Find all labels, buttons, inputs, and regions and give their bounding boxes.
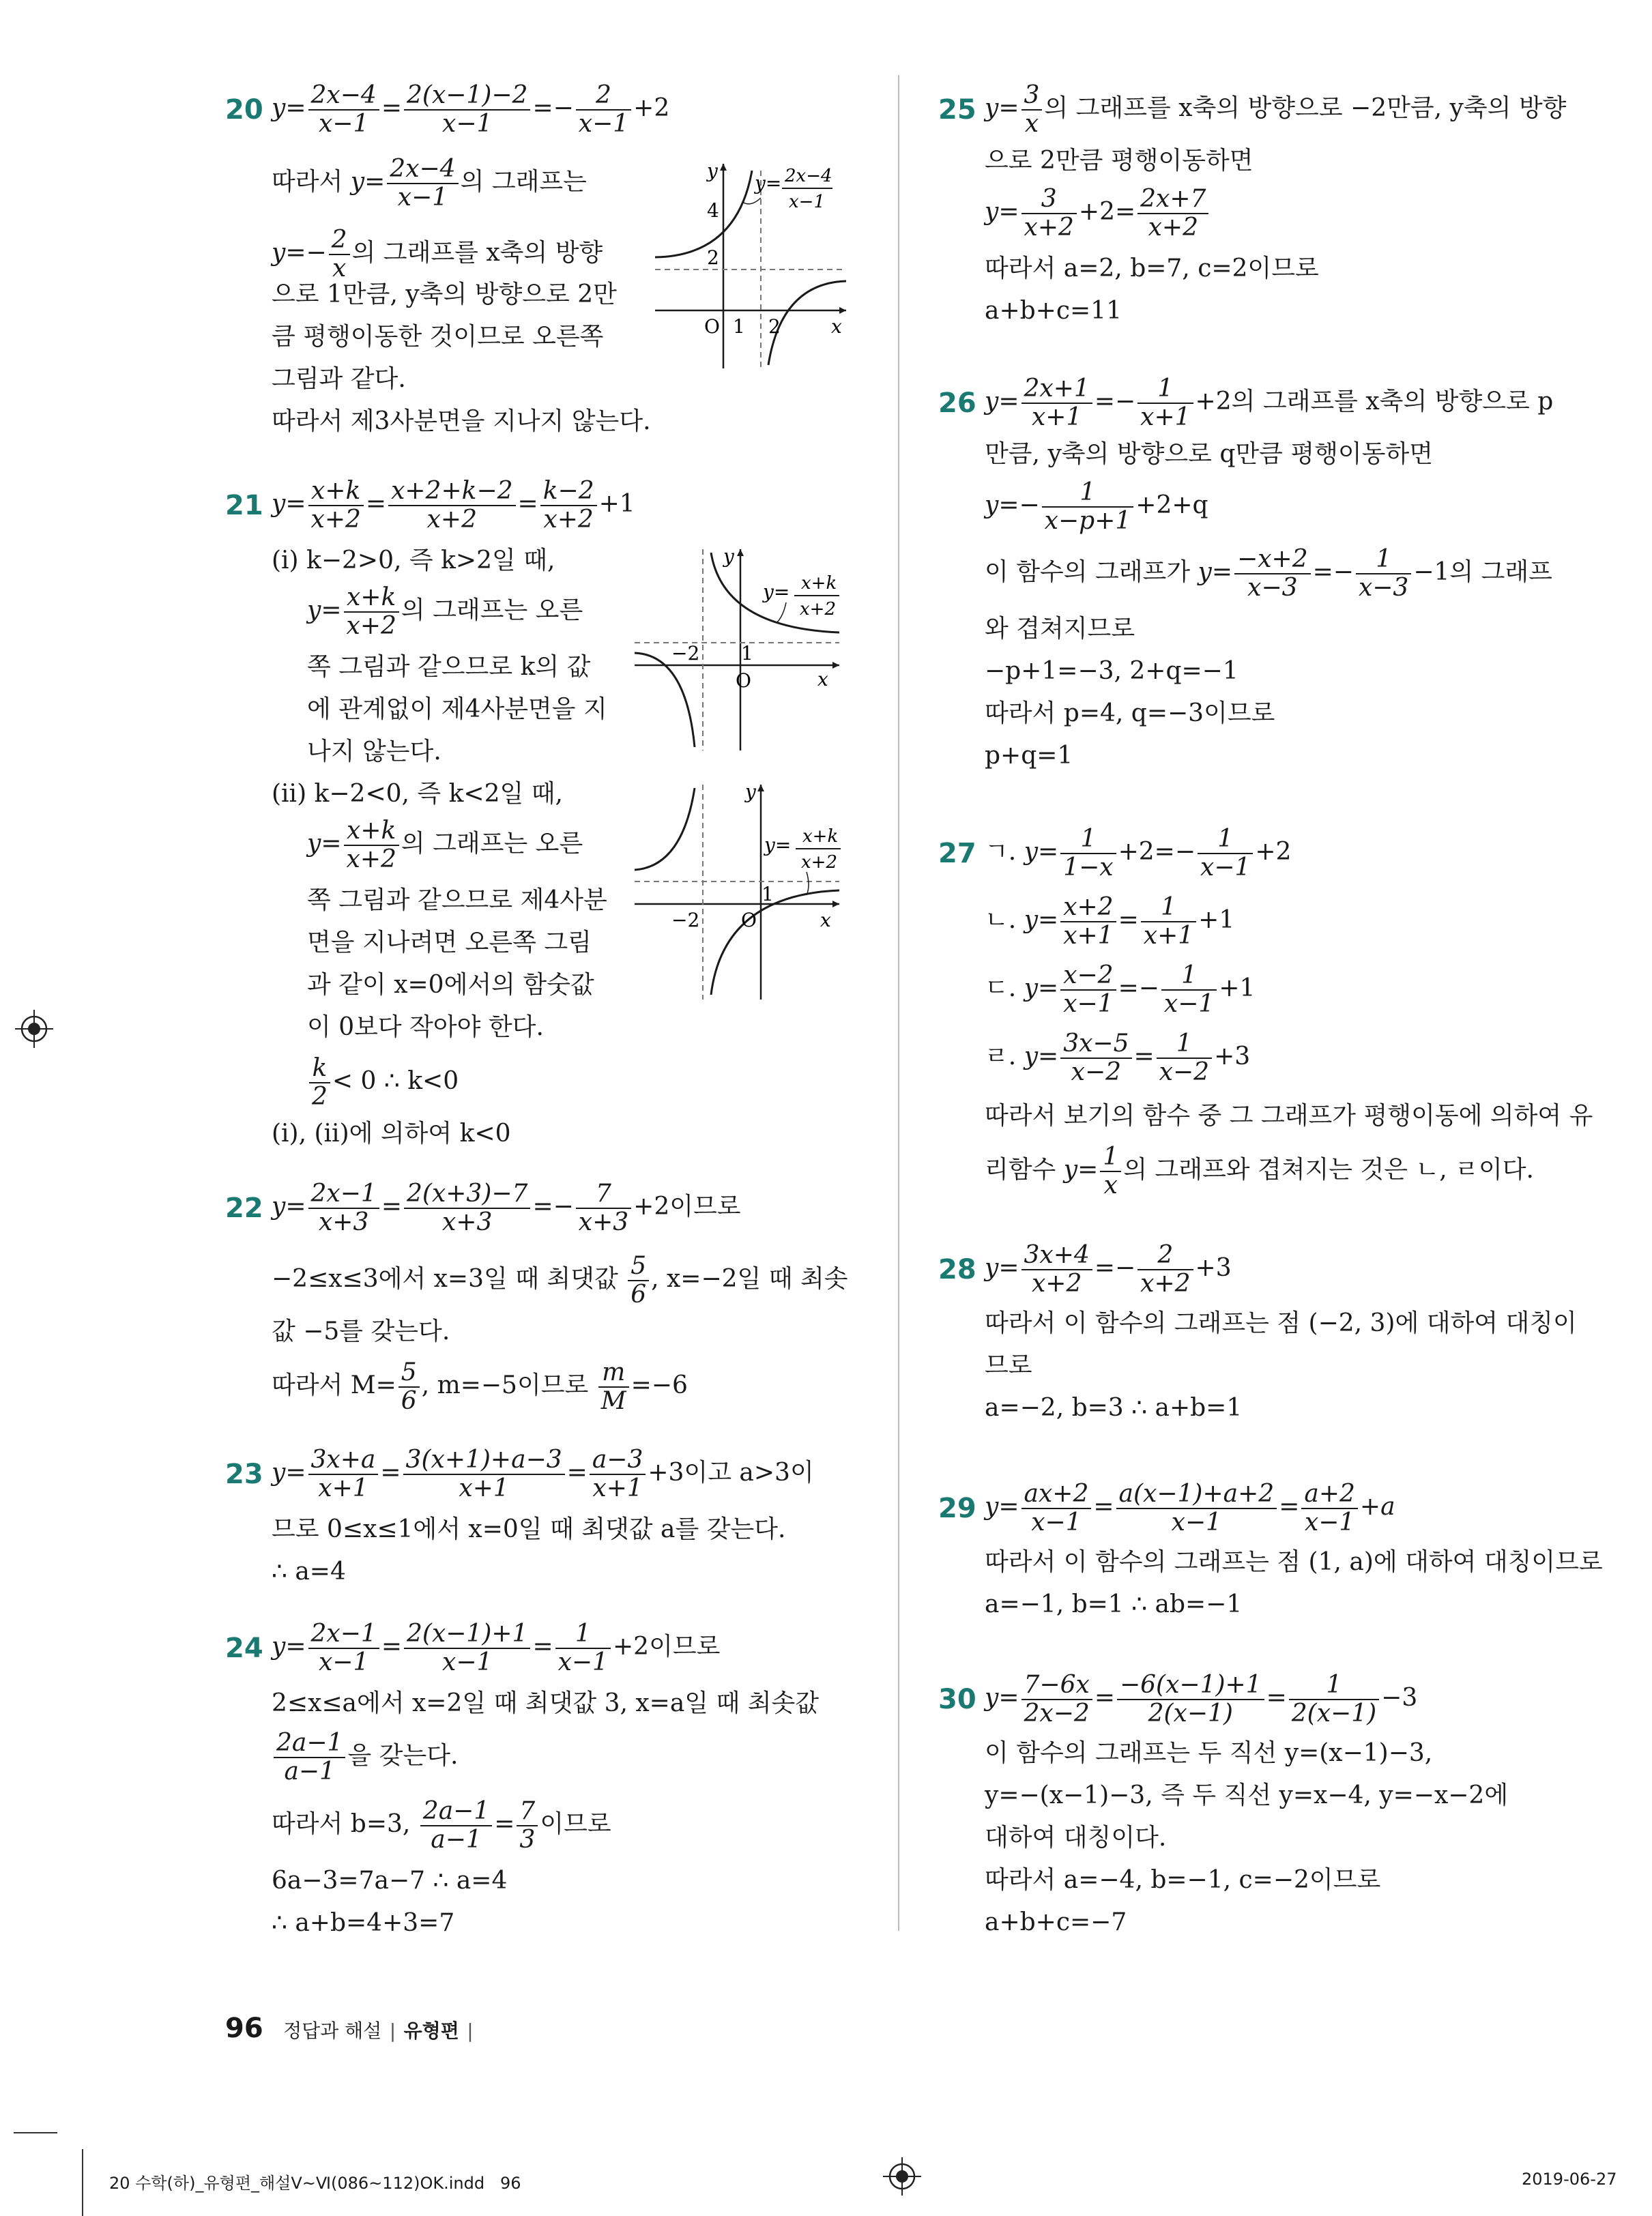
registration-mark-icon [882,2156,923,2197]
text-line: 따라서 a=−4, b=−1, c=−2이므로 [985,1866,1381,1894]
text-line: 그림과 같다. [272,365,406,393]
curve-label: x+k [801,573,837,594]
problem-number: 22 [225,1193,263,1224]
graph-20 [648,157,853,375]
equation-line: y= $\frac{2x-1}{x+3}$ = $\frac{2(x+3)-7}{x+3}$ =− $\frac{7}{x+3}$ +2이므로 [272,1180,741,1236]
text-line: 므로 [985,1352,1032,1380]
equation-line: y= $\frac{ax+2}{x-1}$ = $\frac{a(x-1)+a+2}{x-1}$ = $\frac{a+2}{x-1}$ +a [985,1480,1395,1536]
text: 의 그래프는 [460,168,587,196]
text: 따라서 M= [272,1371,396,1399]
curve-label: y= [764,834,792,856]
text-line: p+q=1 [985,742,1073,770]
text-line: 따라서 이 함수의 그래프는 점 (1, a)에 대하여 대칭이므로 [985,1548,1603,1576]
text-line: −p+1=−3, 2+q=−1 [985,657,1238,685]
text-line: 으로 2만큼 평행이동하면 [985,147,1254,175]
axis-label: x [820,909,831,931]
text-line: y= $\frac{x+k}{x+2}$ 의 그래프는 오른 [307,583,583,640]
problem-number: 20 [225,94,263,126]
equation-line: y= $\frac{3}{x+2}$ +2= $\frac{2x+7}{x+2}$ [985,186,1211,242]
equation-line: y= $\frac{7-6x}{2x-2}$ = $\frac{-6(x-1)+1}{2(x-1)}$ = $\frac{1}{2(x-1)}$ −3 [985,1671,1418,1727]
text: < 0 ∴ k<0 [332,1067,459,1095]
equation-line: y=− $\frac{1}{x-p+1}$ +2+q [985,478,1208,535]
text-line: 따라서 이 함수의 그래프는 점 (−2, 3)에 대하여 대칭이 [985,1309,1577,1337]
text-line: 에 관계없이 제4사분면을 지 [307,695,607,723]
option-label: ㄱ. [985,838,1017,866]
curve-right [711,890,839,995]
equation-line: y= $\frac{2x-1}{x-1}$ = $\frac{2(x-1)+1}{x-1}$ = $\frac{1}{x-1}$ +2이므로 [272,1620,721,1676]
curve-left [635,788,695,870]
curve-label: x+2 [801,852,837,873]
text-line: ∴ a=4 [272,1558,346,1586]
text-line: y= $\frac{x+k}{x+2}$ 의 그래프는 오른 [307,817,583,873]
text-line: (ⅰ), (ⅱ)에 의하여 k<0 [272,1120,511,1148]
text-line: 쪽 그림과 같으므로 k의 값 [307,653,591,681]
text: 이므로 [540,1810,611,1838]
problem-number: 29 [938,1493,976,1524]
curve-label: x+k [802,826,839,847]
problem-number: 26 [938,388,976,419]
graph-21-case1 [628,542,846,754]
origin-label: O [704,315,720,338]
case-line: (ⅱ) k−2<0, 즉 k<2일 때, [272,780,563,808]
text: −1의 그래프 [1413,558,1552,586]
text: , x=−2일 때 최솟 [651,1265,848,1293]
text-line: 따라서 y= $\frac{2x-4}{x-1}$ 의 그래프는 [272,155,587,212]
text-line: a+b+c=11 [985,297,1122,325]
curve-label: x+2 [800,599,836,619]
text-line: $\frac{k}{2}$ < 0 ∴ k<0 [307,1055,459,1111]
text-line: 2≤x≤a에서 x=2일 때 최댓값 3, x=a일 때 최솟값 [272,1689,820,1717]
page-footer: 96 정답과 해설 | 유형편 | [225,2013,474,2044]
problem-number: 23 [225,1459,263,1490]
text: 의 그래프를 x축의 방향 [351,239,603,267]
axis-label: y [745,781,756,803]
tick-label: 1 [733,315,745,338]
text-line: 따라서 M= $\frac{5}{6}$ , m=−5이므로 $\frac{m}{M}$ =−6 [272,1358,688,1415]
equation-line: y= $\frac{3x+4}{x+2}$ =− $\frac{2}{x+2}$ +3 [985,1241,1232,1298]
equation-line: ㄹ. y= $\frac{3x-5}{x-2}$ = $\frac{1}{x-2}$ +3 [985,1030,1251,1086]
text-line: 나지 않는다. [307,738,441,766]
text: +2이므로 [633,1193,741,1221]
text: 따라서 [272,168,351,196]
text-line: ∴ a+b=4+3=7 [272,1909,455,1937]
problem-number: 27 [938,838,976,869]
equation-line: ㄱ. y= $\frac{1}{1-x}$ +2=− $\frac{1}{x-1}$ +2 [985,825,1292,881]
text-line: a=−2, b=3 ∴ a+b=1 [985,1394,1243,1422]
equation-line: y= $\frac{x+k}{x+2}$ = $\frac{x+2+k-2}{x+2}$ = $\frac{k-2}{x+2}$ +1 [272,477,635,534]
footer-section: 유형편 [403,2020,459,2042]
equation-line: y= $\frac{2x-4}{x-1}$ = $\frac{2(x-1)-2}{x-1}$ =− $\frac{2}{x-1}$ +2 [272,81,670,138]
crop-mark [14,2132,57,2133]
text-line: 면을 지나려면 오른쪽 그림 [307,929,592,957]
tick-label: 4 [707,199,719,222]
problem-number: 21 [225,490,263,521]
tick-label: 1 [741,642,753,665]
curve-left [655,171,752,257]
equation-line: ㄷ. y= $\frac{x-2}{x-1}$ =− $\frac{1}{x-1}$ +1 [985,961,1256,1018]
option-label: ㄴ. [985,906,1017,934]
origin-label: O [741,909,757,931]
origin-label: O [736,669,751,692]
text: =−6 [631,1371,688,1399]
file-info: 20 수학(하)_유형편_해설Ⅴ~Ⅵ(086~112)OK.indd 96 [109,2174,521,2193]
text: +2이므로 [613,1633,721,1661]
text-line: 쪽 그림과 같으므로 제4사분 [307,886,607,914]
curve-left [635,653,695,747]
curve-label: 2x−4 [785,166,832,186]
text: −2≤x≤3에서 x=3일 때 최댓값 [272,1265,626,1293]
axis-label: y [707,160,718,182]
text-line: 대하여 대칭이다. [985,1824,1167,1852]
crop-mark [82,2149,83,2216]
text: 이 함수의 그래프가 [985,558,1198,586]
text-line: 이 0보다 작아야 한다. [307,1013,544,1041]
text-line: 큼 평행이동한 것이므로 오른쪽 [272,323,604,351]
problem-number: 25 [938,94,976,126]
text: +3이고 a>3이 [648,1459,814,1487]
tick-label: 2 [768,315,781,338]
text-line: y=− $\frac{2}{x}$ 의 그래프를 x축의 방향 [272,226,603,282]
axis-label: x [817,668,828,690]
curve-label: x−1 [789,192,825,212]
curve-label: y= [763,581,790,603]
case-line: (ⅰ) k−2>0, 즉 k>2일 때, [272,546,555,574]
text: 의 그래프는 오른 [401,596,583,624]
text: 의 그래프를 x축의 방향으로 −2만큼, y축의 방향 [1044,94,1567,122]
text: 리함수 [985,1156,1064,1184]
text-line: −2≤x≤3에서 x=3일 때 최댓값 $\frac{5}{6}$ , x=−2일 때 최솟 [272,1252,848,1309]
text: +2의 그래프를 x축의 방향으로 p [1195,388,1554,416]
text-line: a=−1, b=1 ∴ ab=−1 [985,1590,1243,1618]
page-number: 96 [225,2013,263,2044]
text-line: 6a−3=7a−7 ∴ a=4 [272,1867,508,1895]
footer-title: 정답과 해설 [283,2020,382,2042]
text-line: a+b+c=−7 [985,1908,1127,1936]
text-line: 만큼, y축의 방향으로 q만큼 평행이동하면 [985,440,1434,468]
column-divider [898,75,899,1931]
text-line: 따라서 a=2, b=7, c=2이므로 [985,254,1319,282]
tick-label: −2 [671,909,700,931]
equation-line: y= $\frac{3}{x}$ 의 그래프를 x축의 방향으로 −2만큼, y축의 방향 [985,81,1567,138]
option-label: ㄹ. [985,1043,1017,1070]
text-line: 리함수 y= $\frac{1}{x}$ 의 그래프와 겹쳐지는 것은 ㄴ, ㄹ이다. [985,1143,1534,1199]
pointer-line [777,602,786,623]
text-line: 값 −5를 갖는다. [272,1317,450,1345]
equation-line: ㄴ. y= $\frac{x+2}{x+1}$ = $\frac{1}{x+1}$ +1 [985,893,1235,950]
text-line: 므로 0≤x≤1에서 x=0일 때 최댓값 a를 갖는다. [272,1515,786,1543]
text: , m=−5이므로 [421,1371,596,1399]
text: 의 그래프는 오른 [401,830,583,858]
axis-label: x [831,315,842,338]
text-line: 와 겹쳐지므로 [985,615,1135,643]
problem-number: 30 [938,1684,976,1715]
text-line: 따라서 b=3, $\frac{2a-1}{a-1}$ = $\frac{7}{3}$ 이므로 [272,1797,611,1854]
problem-number: 24 [225,1633,263,1664]
text-line: $\frac{2a-1}{a-1}$ 을 갖는다. [272,1730,458,1785]
equation-line: y= $\frac{3x+a}{x+1}$ = $\frac{3(x+1)+a-3}{x+1}$ = $\frac{a-3}{x+1}$ +3이고 a>3이 [272,1446,814,1502]
text-line: 으로 1만큼, y축의 방향으로 2만 [272,280,617,308]
equation-line: y= $\frac{2x+1}{x+1}$ =− $\frac{1}{x+1}$ +2의 그래프를 x축의 방향으로 p [985,375,1554,431]
registration-mark-icon [14,1008,55,1049]
text-line: 이 함수의 그래프가 y= $\frac{-x+2}{x-3}$ =− $\frac{1}{x-3}$ −1의 그래프 [985,545,1552,602]
text: 따라서 b=3, [272,1810,418,1838]
curve-label: y= [755,172,782,194]
text-line: 따라서 보기의 함수 중 그 그래프가 평행이동에 의하여 유 [985,1102,1593,1130]
text-line: 따라서 p=4, q=−3이므로 [985,699,1275,727]
text-line: 따라서 제3사분면을 지나지 않는다. [272,407,651,435]
print-date: 2019-06-27 [1522,2170,1617,2189]
text: +2+q [1135,491,1208,519]
pointer-line [807,872,809,895]
text: 의 그래프와 겹쳐지는 것은 ㄴ, ㄹ이다. [1123,1156,1534,1184]
problem-number: 28 [938,1254,976,1285]
text: 을 갖는다. [347,1742,459,1770]
tick-label: 2 [707,246,719,269]
graph-21-case2 [628,778,846,1003]
tick-label: −2 [671,642,700,665]
text-line: 이 함수의 그래프는 두 직선 y=(x−1)−3, [985,1739,1433,1767]
tick-label: 1 [762,883,774,905]
option-label: ㄷ. [985,974,1017,1002]
text-line: y=−(x−1)−3, 즉 두 직선 y=x−4, y=−x−2에 [985,1781,1509,1809]
text-line: 과 같이 x=0에서의 함숫값 [307,971,594,999]
axis-label: y [723,545,734,568]
